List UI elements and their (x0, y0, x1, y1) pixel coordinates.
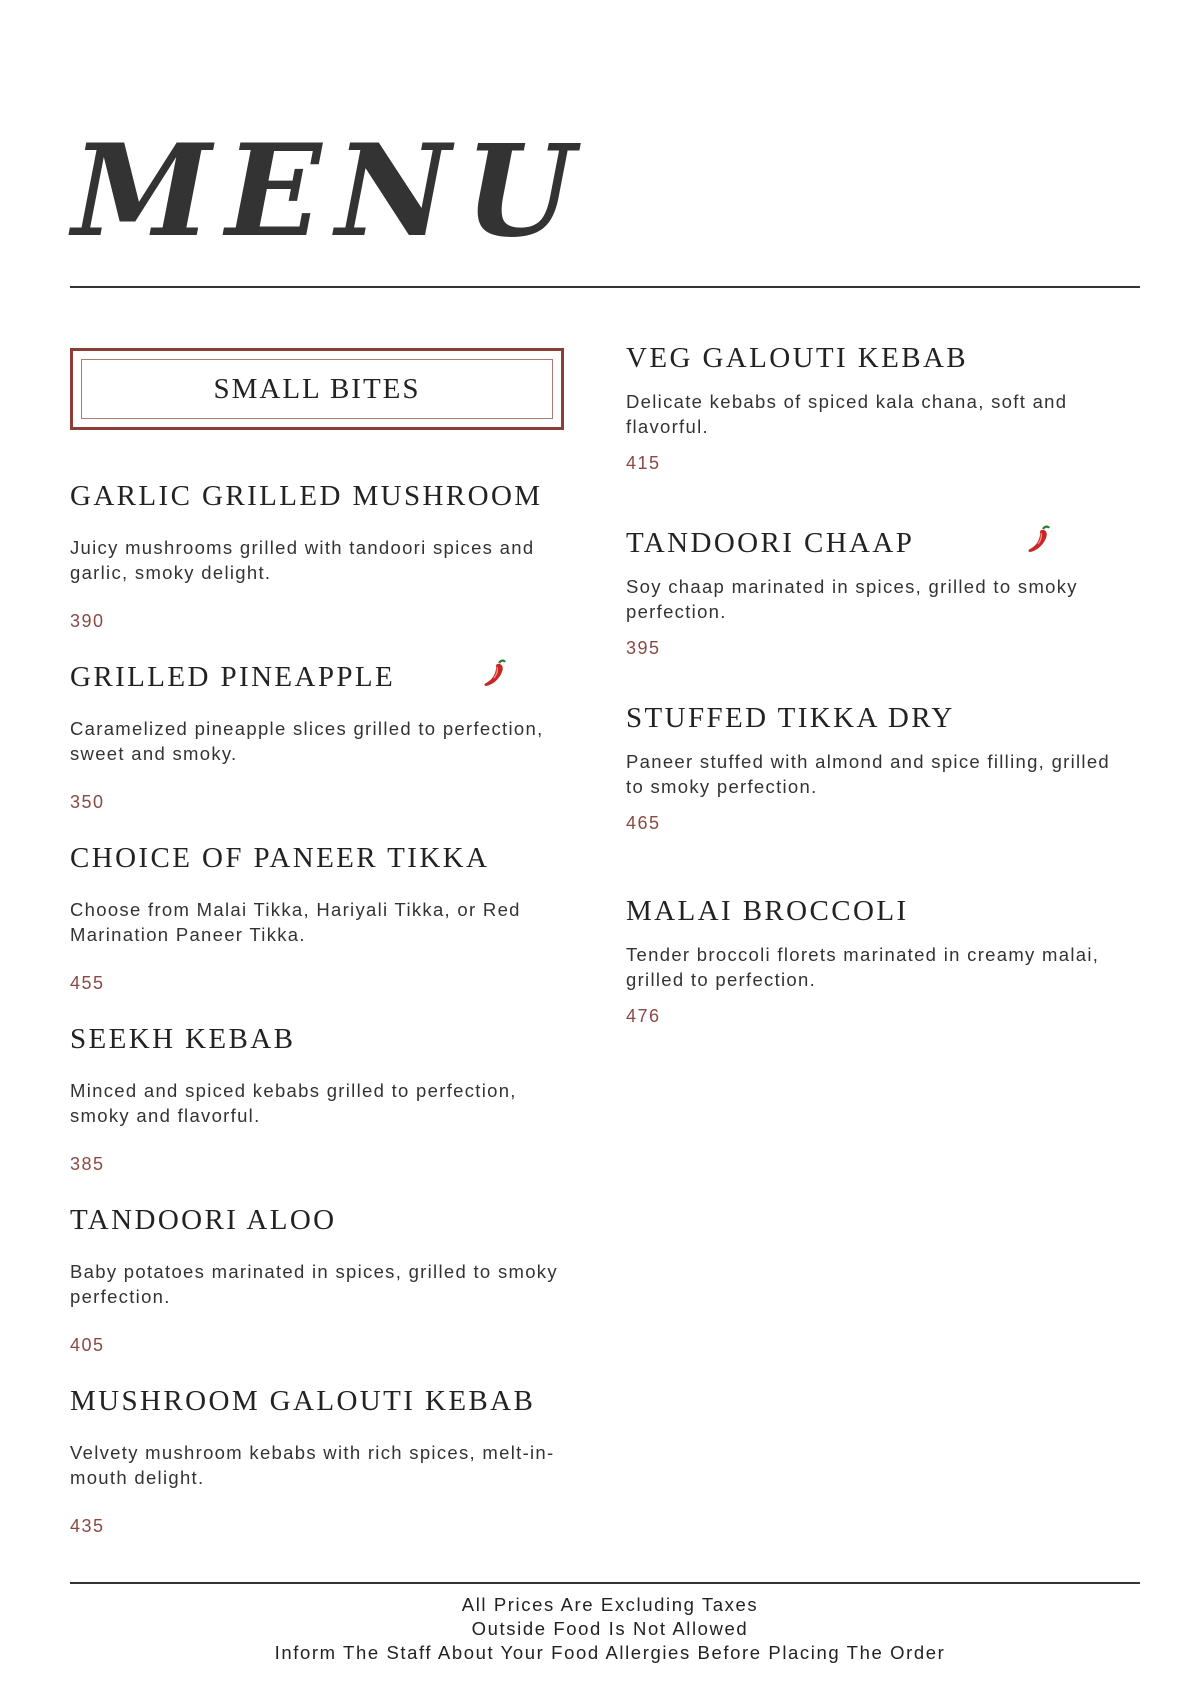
menu-item (626, 702, 1126, 834)
item-price: 415 (626, 453, 661, 473)
item-price: 390 (70, 611, 105, 631)
item-description: Soy chaap marinated in spices, grilled to smoky perfection. (626, 576, 1078, 622)
item-price: 465 (626, 813, 661, 833)
top-divider (70, 286, 1140, 288)
page-title: MENU (72, 117, 589, 265)
footer-line-outside-food: Outside Food Is Not Allowed (471, 1618, 749, 1639)
item-description: Juicy mushrooms grilled with tandoori spices and garlic, smoky delight. (70, 537, 535, 583)
menu-item (70, 1023, 570, 1175)
bottom-divider (70, 1582, 1140, 1584)
item-price: 385 (70, 1154, 105, 1174)
item-price: 435 (70, 1516, 105, 1536)
item-price: 405 (70, 1335, 105, 1355)
item-name: TANDOORI ALOO (70, 1204, 337, 1236)
item-description: Minced and spiced kebabs grilled to perfection, smoky and flavorful. (70, 1080, 517, 1126)
chili-pepper-icon (1026, 524, 1052, 554)
item-description: Delicate kebabs of spiced kala chana, soft and flavorful. (626, 391, 1068, 437)
item-description: Caramelized pineapple slices grilled to perfection, sweet and smoky. (70, 718, 544, 764)
item-description: Tender broccoli florets marinated in creamy malai, grilled to perfection. (626, 944, 1100, 990)
item-description: Choose from Malai Tikka, Hariyali Tikka, or Red Marination Paneer Tikka. (70, 899, 521, 945)
menu-item (70, 1385, 570, 1537)
item-name: CHOICE OF PANEER TIKKA (70, 842, 490, 874)
section-title: SMALL BITES (213, 372, 421, 405)
menu-item (70, 661, 570, 813)
item-price: 476 (626, 1006, 661, 1026)
item-price: 455 (70, 973, 105, 993)
menu-item (70, 480, 570, 632)
footer-notes (0, 1593, 1200, 1665)
item-price: 350 (70, 792, 105, 812)
section-header-box (70, 348, 564, 430)
menu-item (626, 527, 1126, 659)
chili-pepper-icon (482, 658, 508, 688)
item-name: TANDOORI CHAAP (626, 527, 1126, 560)
footer-line-allergies: Inform The Staff About Your Food Allergies Before Placing The Order (274, 1642, 946, 1663)
item-name: VEG GALOUTI KEBAB (626, 342, 969, 374)
menu-item (626, 342, 1126, 474)
item-description: Velvety mushroom kebabs with rich spices, melt-in-mouth delight. (70, 1442, 555, 1488)
item-description: Baby potatoes marinated in spices, grilled to smoky perfection. (70, 1261, 558, 1307)
item-name: SEEKH KEBAB (70, 1023, 296, 1055)
menu-item (70, 1204, 570, 1356)
item-description: Paneer stuffed with almond and spice filling, grilled to smoky perfection. (626, 751, 1111, 797)
item-name: MALAI BROCCOLI (626, 895, 909, 927)
item-name: GRILLED PINEAPPLE (70, 661, 570, 694)
menu-item (626, 895, 1126, 1027)
item-name: MUSHROOM GALOUTI KEBAB (70, 1385, 536, 1417)
item-name: GARLIC GRILLED MUSHROOM (70, 480, 543, 512)
item-price: 395 (626, 638, 661, 658)
item-name: STUFFED TIKKA DRY (626, 702, 955, 734)
footer-line-taxes: All Prices Are Excluding Taxes (461, 1594, 759, 1615)
menu-item (70, 842, 570, 994)
